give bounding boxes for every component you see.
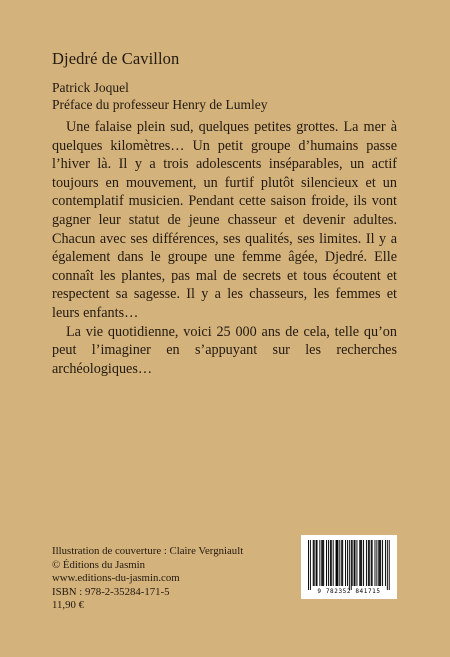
illustration-credit: Illustration de couverture : Claire Vergniault: [52, 545, 244, 557]
price: 11,90 €: [52, 599, 84, 612]
preface-credit: Préface du professeur Henry de Lumley: [52, 97, 268, 112]
barcode-digits: 9 782352 841715: [317, 588, 381, 595]
author-name: Patrick Joquel: [52, 80, 129, 95]
book-title: Djedré de Cavillon: [52, 49, 180, 68]
barcode: [301, 535, 397, 599]
publisher-name: © Éditions du Jasmin: [52, 558, 146, 571]
barcode-icon: [301, 535, 397, 591]
blurb-paragraph-2: La vie quotidienne, voici 25 000 ans de cela, telle qu’on peut l’imaginer en s’appuyant sur les recherches archéologiques…: [52, 323, 397, 377]
publisher-website: www.editions-du-jasmin.com: [52, 572, 180, 585]
isbn: ISBN : 978-2-35284-171-5: [52, 585, 170, 598]
credits: [52, 545, 292, 613]
blurb-paragraph-1: Une falaise plein sud, quelques petites grottes. La mer à quelques kilomètres… Un petit groupe d’humains passe l’hiver là. Il y a trois adolescents inséparables, un actif toujours en mouvement, un furtif plutôt silencieux et un contemplatif musicien. Pendant cette saison froide, ils vont gagner leur statut de jeune chasseur et devenir adultes. Chacun avec ses différences, ses qualités, ses limites. Il y a également dans le groupe une femme âgée, Djedré. Elle connaît les plantes, pas mal de secrets et tous écoutent et respectent sa sagesse. Il y a les chasseurs, les femmes et leurs enfants…: [52, 119, 397, 321]
blurb: [52, 118, 397, 378]
